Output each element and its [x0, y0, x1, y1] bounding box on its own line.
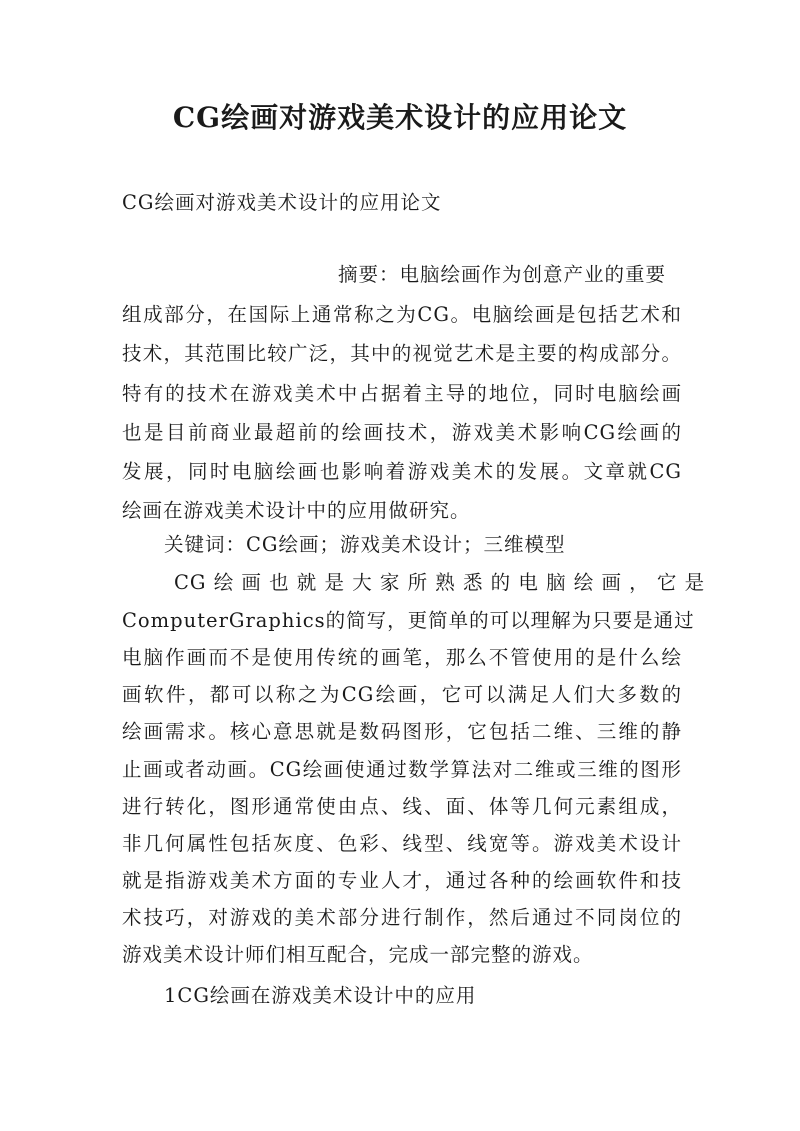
- body-line: 止画或者动画。CG绘画使通过数学算法对二维或三维的图形: [122, 758, 682, 781]
- body-line: 非几何属性包括灰度、色彩、线型、线宽等。游戏美术设计: [122, 832, 682, 855]
- section-heading: 1CG绘画在游戏美术设计中的应用: [164, 984, 477, 1007]
- body-line: 游戏美术设计师们相互配合，完成一部完整的游戏。: [122, 943, 594, 966]
- keywords: 关键词：CG绘画；游戏美术设计；三维模型: [164, 533, 566, 556]
- body-line: 进行转化，图形通常使由点、线、面、体等几何元素组成，: [122, 795, 682, 818]
- document-title: CG绘画对游戏美术设计的应用论文: [172, 101, 628, 134]
- body-line: 就是指游戏美术方面的专业人才，通过各种的绘画软件和技: [122, 869, 682, 892]
- body-line: ComputerGraphics的简写，更简单的可以理解为只要是通过: [122, 609, 695, 632]
- body-line: 电脑作画而不是使用传统的画笔，那么不管使用的是什么绘: [122, 646, 682, 669]
- abstract-line: 技术，其范围比较广泛，其中的视觉艺术是主要的构成部分。: [122, 342, 682, 365]
- body-line: 画软件，都可以称之为CG绘画，它可以满足人们大多数的: [122, 683, 682, 706]
- abstract-line: 发展，同时电脑绘画也影响着游戏美术的发展。文章就CG: [122, 460, 682, 483]
- abstract-line: 摘要：电脑绘画作为创意产业的重要: [338, 263, 667, 286]
- abstract-line: 绘画在游戏美术设计中的应用做研究。: [122, 499, 471, 522]
- body-line: CG 绘 画 也 就 是 大 家 所 熟 悉 的 电 脑 绘 画 ， 它 是: [174, 571, 706, 594]
- abstract-line: 特有的技术在游戏美术中占据着主导的地位，同时电脑绘画: [122, 382, 682, 405]
- body-line: 绘画需求。核心意思就是数码图形，它包括二维、三维的静: [122, 720, 682, 743]
- abstract-line: 也是目前商业最超前的绘画技术，游戏美术影响CG绘画的: [122, 421, 682, 444]
- body-line: 术技巧，对游戏的美术部分进行制作，然后通过不同岗位的: [122, 906, 682, 929]
- abstract-line: 组成部分，在国际上通常称之为CG。电脑绘画是包括艺术和: [122, 303, 682, 326]
- subtitle: CG绘画对游戏美术设计的应用论文: [122, 191, 442, 214]
